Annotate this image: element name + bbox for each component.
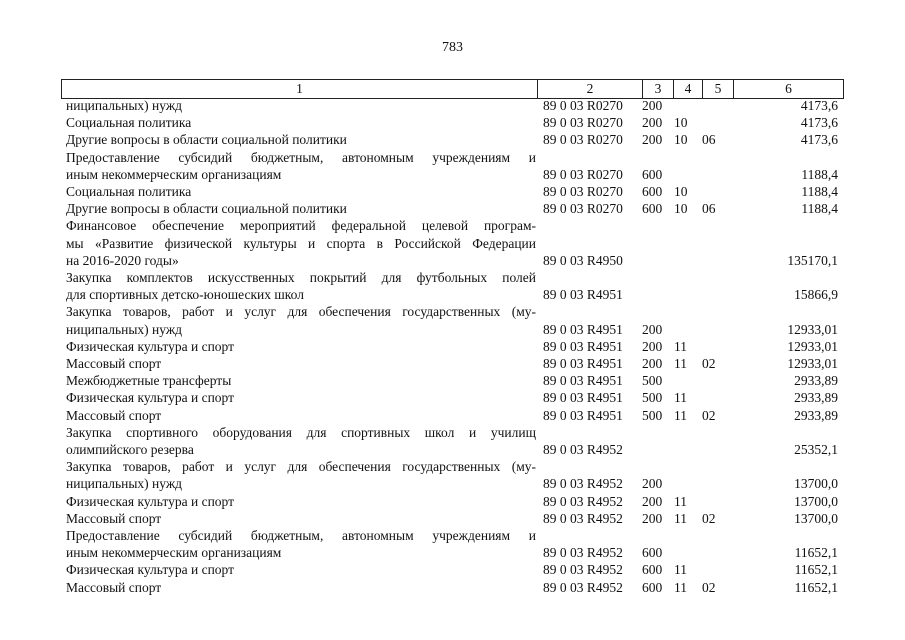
row-name [66,355,536,372]
header-col-1: 1 [62,80,538,98]
row-amount: 4173,6 [800,115,838,131]
row-section: 11 [674,356,687,372]
row-name-line: Социальная политика [66,115,192,131]
row-amount: 15866,9 [794,287,838,303]
table-row [66,527,842,561]
row-section: 10 [674,132,688,148]
row-code: 89 0 03 R4951 [543,373,623,389]
table-row [66,217,842,269]
row-expense-type: 500 [642,390,663,406]
row-name-line: Физическая культура и спорт [66,338,235,354]
row-name-line: олимпийского резерва [66,442,194,458]
row-name-line: ниципальных) нужд [66,476,183,492]
row-expense-type: 200 [642,115,663,131]
row-amount: 2933,89 [794,407,838,423]
row-expense-type: 200 [642,132,663,148]
row-name [66,183,536,200]
table-row [66,131,842,148]
row-name [66,407,536,424]
row-section: 11 [674,562,687,578]
row-name-line: Другие вопросы в области социальной политики [66,201,347,217]
row-amount: 12933,01 [787,356,838,372]
row-code: 89 0 03 R4951 [543,356,623,372]
row-name-line: Закупка товаров, работ и услуг для обеспечения государственных (му- [66,304,536,320]
row-amount: 2933,89 [794,390,838,406]
row-amount: 11652,1 [794,579,838,595]
row-name-line: Другие вопросы в области социальной политики [66,132,347,148]
header-col-3: 3 [643,80,674,98]
row-code: 89 0 03 R4951 [543,321,623,337]
page-number: 783 [442,40,463,55]
row-expense-type: 200 [642,98,663,113]
row-amount: 4173,6 [800,132,838,148]
row-code: 89 0 03 R4951 [543,338,623,354]
row-code: 89 0 03 R0270 [543,201,623,217]
table-row [66,493,842,510]
row-amount: 1188,4 [801,166,838,182]
row-name-line: Межбюджетные трансферты [66,373,232,389]
row-amount: 2933,89 [794,373,838,389]
table-row [66,510,842,527]
table-row [66,424,842,458]
table-header [61,79,844,99]
row-name-line: Физическая культура и спорт [66,390,235,406]
row-name-line: Массовый спорт [66,579,162,595]
table-row [66,303,842,337]
row-code: 89 0 03 R4952 [543,562,623,578]
row-code: 89 0 03 R4952 [543,545,623,561]
row-expense-type: 200 [642,338,663,354]
row-name-line: Массовый спорт [66,407,162,423]
row-amount: 12933,01 [787,338,838,354]
row-subsection: 02 [702,407,716,423]
row-name-line: ниципальных) нужд [66,98,183,113]
row-name-line: Физическая культура и спорт [66,562,235,578]
row-amount: 1188,4 [801,201,838,217]
row-name-line: мы «Развитие физической культуры и спорта в Российской Федерации [66,235,536,251]
row-code: 89 0 03 R4952 [543,442,623,458]
row-name [66,200,536,217]
row-expense-type: 200 [642,493,663,509]
row-subsection: 06 [702,132,716,148]
row-expense-type: 600 [642,545,663,561]
row-code: 89 0 03 R0270 [543,166,623,182]
row-name-line: Физическая культура и спорт [66,493,235,509]
row-name [66,114,536,131]
row-name-line: иным некоммерческим организациям [66,166,282,182]
row-code: 89 0 03 R4952 [543,493,623,509]
row-code: 89 0 03 R4951 [543,287,623,303]
row-subsection: 02 [702,510,716,526]
row-expense-type: 200 [642,476,663,492]
row-name [66,493,536,510]
row-name [66,372,536,389]
row-section: 11 [674,493,687,509]
row-expense-type: 600 [642,184,663,200]
row-name [66,303,536,337]
row-name [66,389,536,406]
row-amount: 13700,0 [794,493,838,509]
row-name-line: ниципальных) нужд [66,321,183,337]
row-section: 11 [674,579,687,595]
row-code: 89 0 03 R4952 [543,510,623,526]
table-row [66,114,842,131]
row-name [66,579,536,596]
row-name-line: Финансовое обеспечение мероприятий федеральной целевой програм- [66,218,536,234]
row-expense-type: 500 [642,373,663,389]
row-expense-type: 600 [642,562,663,578]
row-subsection: 02 [702,356,716,372]
row-code: 89 0 03 R4951 [543,407,623,423]
row-section: 10 [674,201,688,217]
header-col-6: 6 [785,81,792,96]
table-row [66,561,842,578]
table-row [66,338,842,355]
table-row [66,389,842,406]
row-name-line: Массовый спорт [66,356,162,372]
row-expense-type: 200 [642,356,663,372]
row-name-line: Предоставление субсидий бюджетным, автономным учреждениям и [66,149,536,165]
row-subsection: 02 [702,579,716,595]
row-name [66,269,536,303]
header-col-5: 5 [703,80,734,98]
row-code: 89 0 03 R4950 [543,252,623,268]
row-name [66,458,536,492]
row-expense-type: 600 [642,579,663,595]
row-code: 89 0 03 R0270 [543,115,623,131]
table-row [66,149,842,183]
table-row [66,269,842,303]
row-amount: 25352,1 [794,442,838,458]
row-name-line: Закупка товаров, работ и услуг для обеспечения государственных (му- [66,459,536,475]
table-row [66,407,842,424]
row-name [66,561,536,578]
row-expense-type: 600 [642,201,663,217]
row-section: 10 [674,184,688,200]
row-amount: 13700,0 [794,510,838,526]
row-code: 89 0 03 R4952 [543,579,623,595]
row-section: 11 [674,407,687,423]
row-name [66,149,536,183]
row-name [66,217,536,269]
row-amount: 11652,1 [794,545,838,561]
header-col-2: 2 [538,80,643,98]
table-row [66,579,842,596]
row-expense-type: 600 [642,166,663,182]
row-code: 89 0 03 R0270 [543,132,623,148]
row-section: 11 [674,390,687,406]
row-name [66,527,536,561]
table-row [66,458,842,492]
table-row [66,200,842,217]
row-amount: 1188,4 [801,184,838,200]
row-name-line: Социальная политика [66,184,192,200]
row-code: 89 0 03 R0270 [543,184,623,200]
row-code: 89 0 03 R4951 [543,390,623,406]
row-expense-type: 200 [642,321,663,337]
row-section: 11 [674,338,687,354]
row-name-line: для спортивных детско-юношеских школ [66,287,304,303]
row-name [66,338,536,355]
row-name-line: Закупка комплектов искусственных покрытий для футбольных полей [66,270,536,286]
row-amount: 135170,1 [787,252,838,268]
row-name-line: Предоставление субсидий бюджетным, автономным учреждениям и [66,528,536,544]
row-section: 10 [674,115,688,131]
row-name [66,424,536,458]
row-amount: 13700,0 [794,476,838,492]
table-row [66,183,842,200]
row-code: 89 0 03 R4952 [543,476,623,492]
row-section: 11 [674,510,687,526]
row-amount: 4173,6 [800,98,838,113]
table-body [66,97,842,596]
header-col-4: 4 [674,80,703,98]
row-expense-type: 200 [642,510,663,526]
row-name-line: иным некоммерческим организациям [66,545,282,561]
table-row [66,355,842,372]
row-code: 89 0 03 R0270 [543,98,623,113]
row-name [66,510,536,527]
row-amount: 12933,01 [787,321,838,337]
row-amount: 11652,1 [794,562,838,578]
row-subsection: 06 [702,201,716,217]
row-name [66,97,536,114]
row-name [66,131,536,148]
row-name-line: Закупка спортивного оборудования для спортивных школ и училищ [66,424,536,440]
row-expense-type: 500 [642,407,663,423]
table-row [66,372,842,389]
table-row [66,97,842,114]
row-name-line: на 2016-2020 годы» [66,252,179,268]
row-name-line: Массовый спорт [66,510,162,526]
